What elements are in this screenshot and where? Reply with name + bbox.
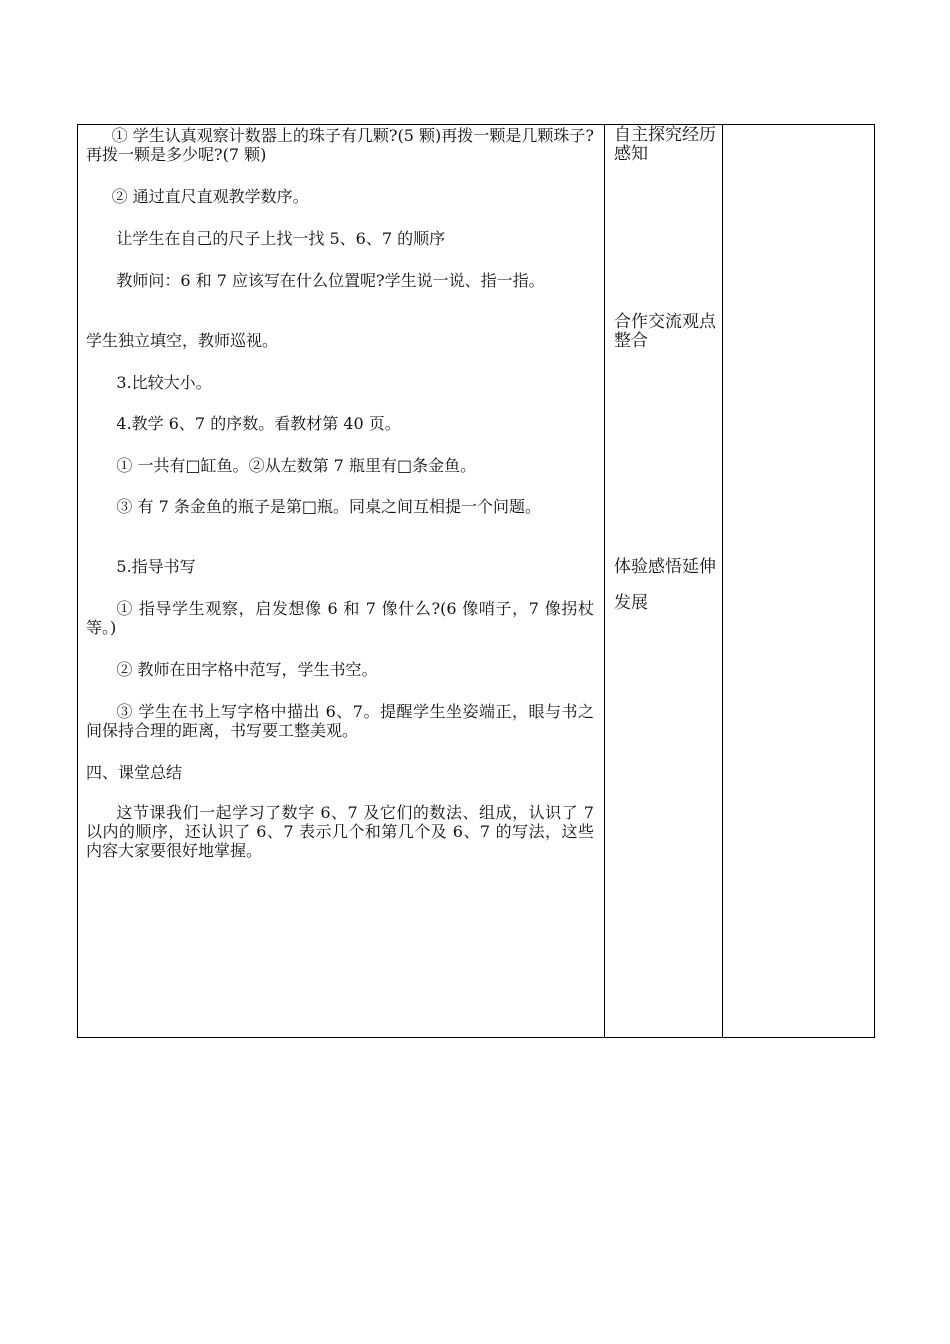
paragraph-summary: 这节课我们一起学习了数字 6、7 及它们的数法、组成，认识了 7 以内的顺序，还认识了 6、7 表示几个和第几个及 6、7 的写法，这些内容大家要很好地掌握。 — [86, 803, 594, 860]
intent-cooperate: 合作交流观点整合 — [614, 312, 716, 351]
paragraph-counter-beads: ① 学生认真观察计数器上的珠子有几颗?(5 颗)再拨一颗是几颗珠子?再拨一颗是多少呢?(7 颗) — [86, 126, 594, 164]
paragraph-bottle-question: ③ 有 7 条金鱼的瓶子是第□瓶。同桌之间互相提一个问题。 — [116, 497, 541, 516]
paragraph-fill-blanks: 学生独立填空，教师巡视。 — [86, 331, 279, 350]
section-heading-summary: 四、课堂总结 — [86, 763, 183, 782]
process-cell — [78, 125, 605, 1038]
intent-cell — [605, 125, 723, 1038]
lesson-plan-table — [77, 124, 875, 1038]
paragraph-ordinal: 4.教学 6、7 的序数。看教材第 40 页。 — [116, 414, 401, 433]
notes-cell — [723, 125, 875, 1038]
paragraph-demo: ② 教师在田字格中范写，学生书空。 — [116, 660, 378, 679]
paragraph-teacher-question: 教师问：6 和 7 应该写在什么位置呢?学生说一说、指一指。 — [116, 271, 545, 290]
paragraph-observe: ① 指导学生观察，启发想像 6 和 7 像什么?(6 像哨子，7 像拐杖等。) — [86, 599, 594, 637]
paragraph-ruler-order: ② 通过直尺直观教学数序。 — [111, 187, 309, 206]
intent-explore: 自主探究经历感知 — [614, 125, 716, 164]
paragraph-fish-question: ① 一共有□缸鱼。②从左数第 7 瓶里有□条金鱼。 — [116, 456, 477, 475]
paragraph-trace: ③ 学生在书上写字格中描出 6、7。提醒学生坐姿端正，眼与书之间保持合理的距离，书写要工整美观。 — [86, 702, 594, 740]
paragraph-compare: 3.比较大小。 — [116, 373, 212, 392]
paragraph-writing-guide: 5.指导书写 — [116, 557, 196, 576]
table-row — [78, 125, 875, 1038]
intent-experience: 体验感悟延伸发展 — [614, 557, 716, 613]
paragraph-find-order: 让学生在自己的尺子上找一找 5、6、7 的顺序 — [116, 229, 446, 248]
